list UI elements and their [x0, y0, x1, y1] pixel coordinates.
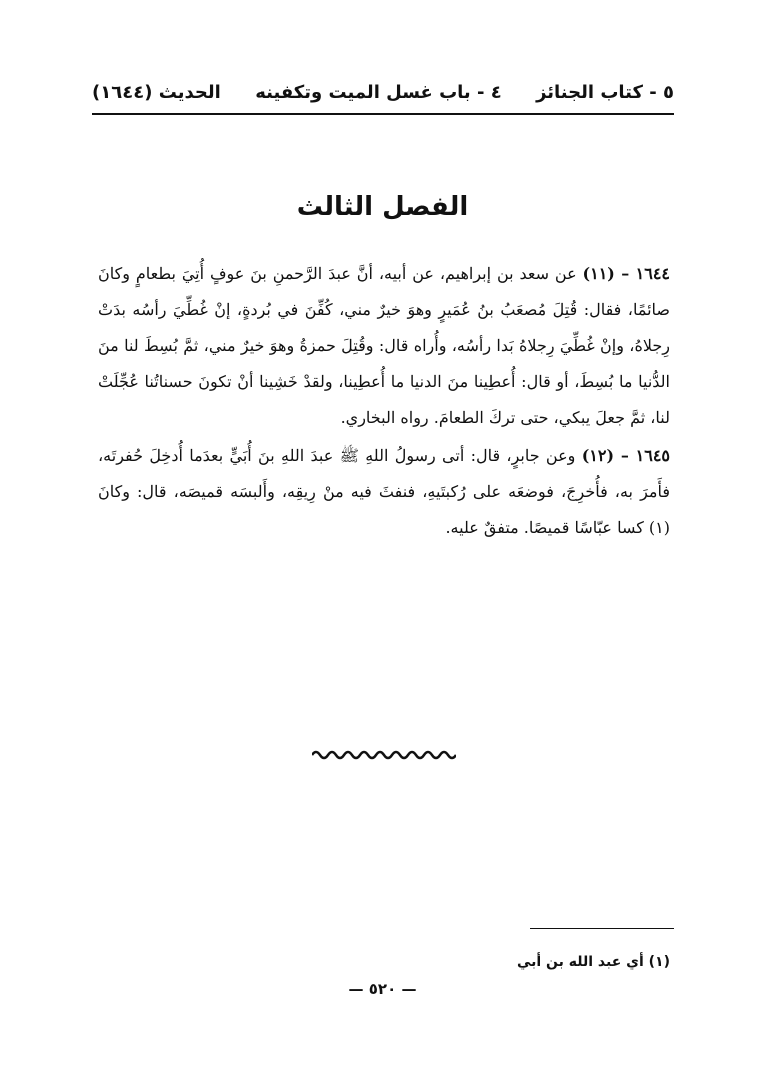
page-number: — ٥٢٠ —	[348, 980, 417, 998]
body-text	[98, 256, 670, 548]
header-chapter: ٥ - كتاب الجنائز	[536, 81, 674, 103]
hadith-number: ١٦٤٥ – (١٢)	[581, 446, 670, 465]
hadith-text: وعن جابرٍ، قال: أتى رسولُ اللهِ ﷺ عبدَ اللهِ بنَ أُبَيٍّ بعدَما أُدخِلَ حُفرتَه، فأَمرَ به، فأُخرِجَ، فوضعَه على رُكبتَيهِ، فنفثَ فيه منْ رِيقِه، وأَلبسَه قميصَه، قال: وكانَ (١) كسا عبّاسًا قميصًا. متفقٌ عليه.	[98, 446, 670, 537]
hadith-number: ١٦٤٤ – (١١)	[582, 264, 670, 283]
footnote-rule	[530, 928, 674, 929]
hadith-paragraph	[98, 256, 670, 436]
header-hadith-ref: الحديث (١٦٤٤)	[92, 81, 221, 103]
ornamental-divider	[312, 748, 456, 762]
hadith-text: عن سعد بن إبراهيم، عن أبيه، أنَّ عبدَ الرَّحمنِ بنَ عوفٍ أُتِيَ بطعامٍ وكانَ صائمًا، فقال: قُتِلَ مُصعَبُ بنُ عُمَيرٍ وهوَ خيرٌ مني، كُفِّنَ في بُردةٍ، إنْ غُطِّيَ رأسُه بدَتْ رِجلاهُ، وإنْ غُطِّيَ رِجلاهُ بَدا رأسُه، وأُراه قال: وقُتِلَ حمزةُ وهوَ خيرٌ مني، ثمَّ بُسِطَ لنا منَ الدُّنيا ما بُسِطَ، أو قال: أُعطِينا منَ الدنيا ما أُعطِينا، ولقدْ خَشِينا أنْ تكونَ حسناتُنا عُجِّلَتْ لنا، ثمَّ جعلَ يبكي، حتى تركَ الطعامَ. رواه البخاري.	[98, 264, 671, 427]
header-section: ٤ - باب غسل الميت وتكفينه	[255, 81, 502, 103]
running-header	[92, 72, 674, 112]
hadith-paragraph	[98, 438, 670, 546]
footnote: (١) أي عبد الله بن أبي	[516, 954, 670, 970]
header-rule	[92, 113, 674, 115]
section-title: الفصل الثالث	[296, 192, 469, 222]
